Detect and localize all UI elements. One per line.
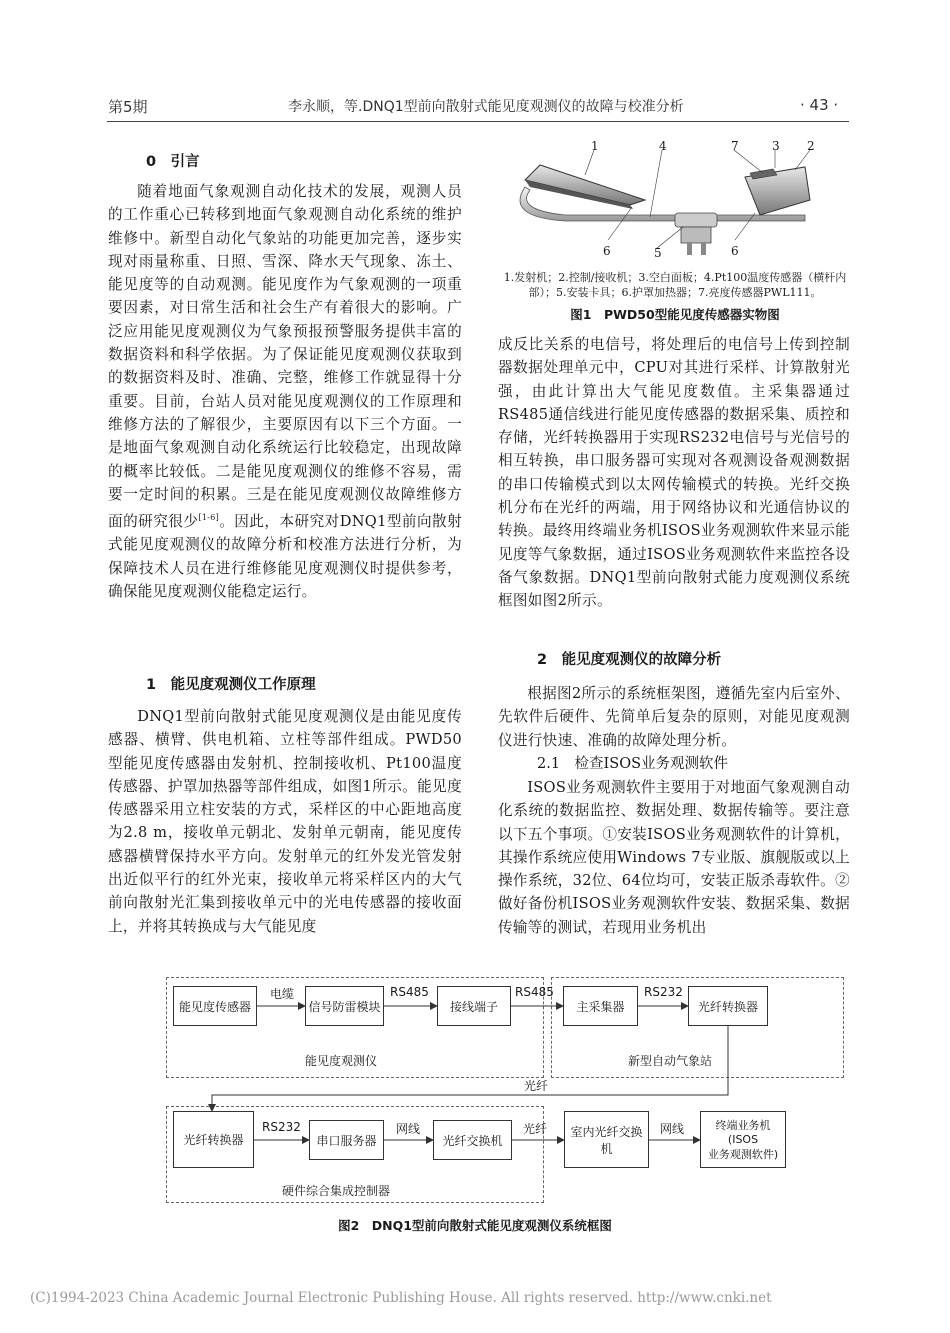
fig1-label-5: 5 [654,246,662,260]
box-terminal-computer: 终端业务机(ISOS 业务观测软件) [700,1111,786,1168]
box-visibility-sensor: 能见度传感器 [173,986,257,1026]
group-label-weather-station: 新型自动气象站 [628,1054,713,1068]
fig1-label-7: 7 [731,139,739,153]
principle-paragraph: DNQ1型前向散射式能见度观测仪是由能见度传感器、横臂、供电机箱、立柱等部件组成。PWD50型能见度传感器由发射机、控制接收机、Pt100温度传感器、护罩加热器等部件组成，如图1所示。能见度传感器采用立柱安装的方式，采样区的中心距地高度为2.8 m，接收单元朝北、发射单元朝南，能见度传感器横臂保持水平方向。发射单元的红外发光管发射出近似平行的红外光束，接收单元将采样区内的大气前向散射光汇集到接收单元中的光电传感器的接收面上，并将其转换成与大气能见度 [108,708,462,935]
box-serial-server: 串口服务器 [309,1120,384,1160]
box-indoor-fiber-switch: 室内光纤交换机 [564,1111,649,1168]
fig1-legend-line1: 1.发射机；2.控制/接收机；3.空白面板；4.Pt100温度传感器（横杆内 [503,271,847,284]
issue-number: 第5期 [108,98,148,116]
box-lightning-module: 信号防雷模块 [305,986,384,1026]
fig1-caption: 图1 PWD50型能见度传感器实物图 [570,307,780,322]
fig2-caption: 图2 DNQ1型前向散射式能见度观测仪系统框图 [338,1218,612,1233]
arrow-label-network-2: 网线 [660,1122,685,1136]
group-label-visibility-instrument: 能见度观测仪 [305,1054,378,1068]
isos-paragraph: ISOS业务观测软件主要用于对地面气象观测自动化系统的数据监控、数据处理、数据传输等。要注意以下五个事项。①安装ISOS业务观测软件的计算机，其操作系统应使用Windows 7专业版、旗舰版或以上操作系统，32位、64位均可，安装正版杀毒软件。②做好备份机ISOS业务观测软件安装、数据采集、数据传输等的测试，若现用业务机出 [498,779,850,936]
fig1-legend-line2: 部）；5.安装卡具；6.护罩加热器；7.亮度传感器PWL111。 [528,286,822,299]
intro-paragraph: 随着地面气象观测自动化技术的发展，观测人员的工作重心已转移到地面气象观测自动化系统的维护维修中。新型自动化气象站的功能更加完善，逐步实现对雨量称重、日照、雪深、降水天气现象、冻土、能见度等的自动观测。能见度作为气象观测的一项重要因素，对日常生活和社会生产有着很大的影响。广泛应用能见度观测仪为气象预报预警服务提供丰富的数据资料和科学依据。为了保证能见度观测仪获取到的数据资料及时、准确、完整，维修工作就显得十分重要。目前，台站人员对能见度观测仪的工作原理和维修方法的了解很少，主要原因有以下三个方面。一是地面气象观测自动化系统运行比较稳定，出现故障的概率比较低。二是能见度观测仪的维修不容易，需要一定时间的积累。三是在能见度观测仪故障维修方面的研究很少[1-6]。因此，本研究对DNQ1型前向散射式能见度观测仪的故障分析和校准方法进行分析，为保障技术人员在进行维修能见度观测仪时提供参考，确保能见度观测仪能稳定运行。 [108,183,462,600]
system-paragraph: 成反比关系的电信号，将处理后的电信号上传到控制器数据处理单元中，CPU对其进行采样、计算散射光强，由此计算出大气能见度数值。主采集器通过RS485通信线进行能见度传感器的数据采集、质控和存储，光纤转换器用于实现RS232电信号与光信号的相互转换，串口服务器可实现对各观测设备观测数据的串口传输模式到以太网传输模式的转换。光纤交换机分布在光纤的两端，用于网络协议和光通信协议的转换。最终用终端业务机ISOS业务观测软件来显示能见度等气象数据，通过ISOS业务观测软件来监控各设备气象数据。DNQ1型前向散射式能力度观测仪系统框图如图2所示。 [498,336,850,610]
fig1-label-4: 4 [659,139,667,153]
section-2-heading: 2 能见度观测仪的故障分析 [537,652,722,668]
box-fiber-converter-controller: 光纤转换器 [173,1111,254,1168]
section-1-heading: 1 能见度观测仪工作原理 [146,677,316,693]
copyright-footer: (C)1994-2023 China Academic Journal Electronic Publishing House. All rights reserved. http://www.cnki.net [30,1290,772,1306]
box-fiber-converter-station: 光纤转换器 [688,986,768,1026]
running-title: 李永顺，等.DNQ1型前向散射式能见度观测仪的故障与校准分析 [288,99,684,115]
fig1-label-6a: 6 [603,244,611,258]
arrow-label-rs485-1: RS485 [390,985,429,999]
arrow-label-rs232-1: RS232 [644,985,683,999]
fig1-label-3: 3 [772,139,780,153]
fault-paragraph: 根据图2所示的系统框架图，遵循先室内后室外、先软件后硬件、先简单后复杂的原则，对能见度观测仪进行快速、准确的故障处理分析。 [498,685,850,749]
group-label-hardware-controller: 硬件综合集成控制器 [282,1184,391,1198]
arrow-label-network-1: 网线 [396,1122,421,1136]
group-label-fiber-link: 光纤 [524,1079,549,1093]
box-fiber-switch: 光纤交换机 [433,1120,512,1160]
arrow-label-cable: 电缆 [270,987,295,1001]
arrow-label-fiber: 光纤 [523,1122,548,1136]
arrow-label-rs232-2: RS232 [262,1120,301,1134]
box-terminal-block: 接线端子 [437,986,511,1026]
fig1-label-2: 2 [807,139,815,153]
section-0-heading: 0 引言 [146,154,200,170]
box-main-collector: 主采集器 [563,986,638,1026]
subsection-2-1-heading: 2.1 检查ISOS业务观测软件 [537,756,729,772]
fig1-label-6b: 6 [731,244,739,258]
page-number: · 43 · [800,96,839,114]
fig1-label-1: 1 [591,139,599,153]
arrow-label-rs485-2: RS485 [515,985,554,999]
